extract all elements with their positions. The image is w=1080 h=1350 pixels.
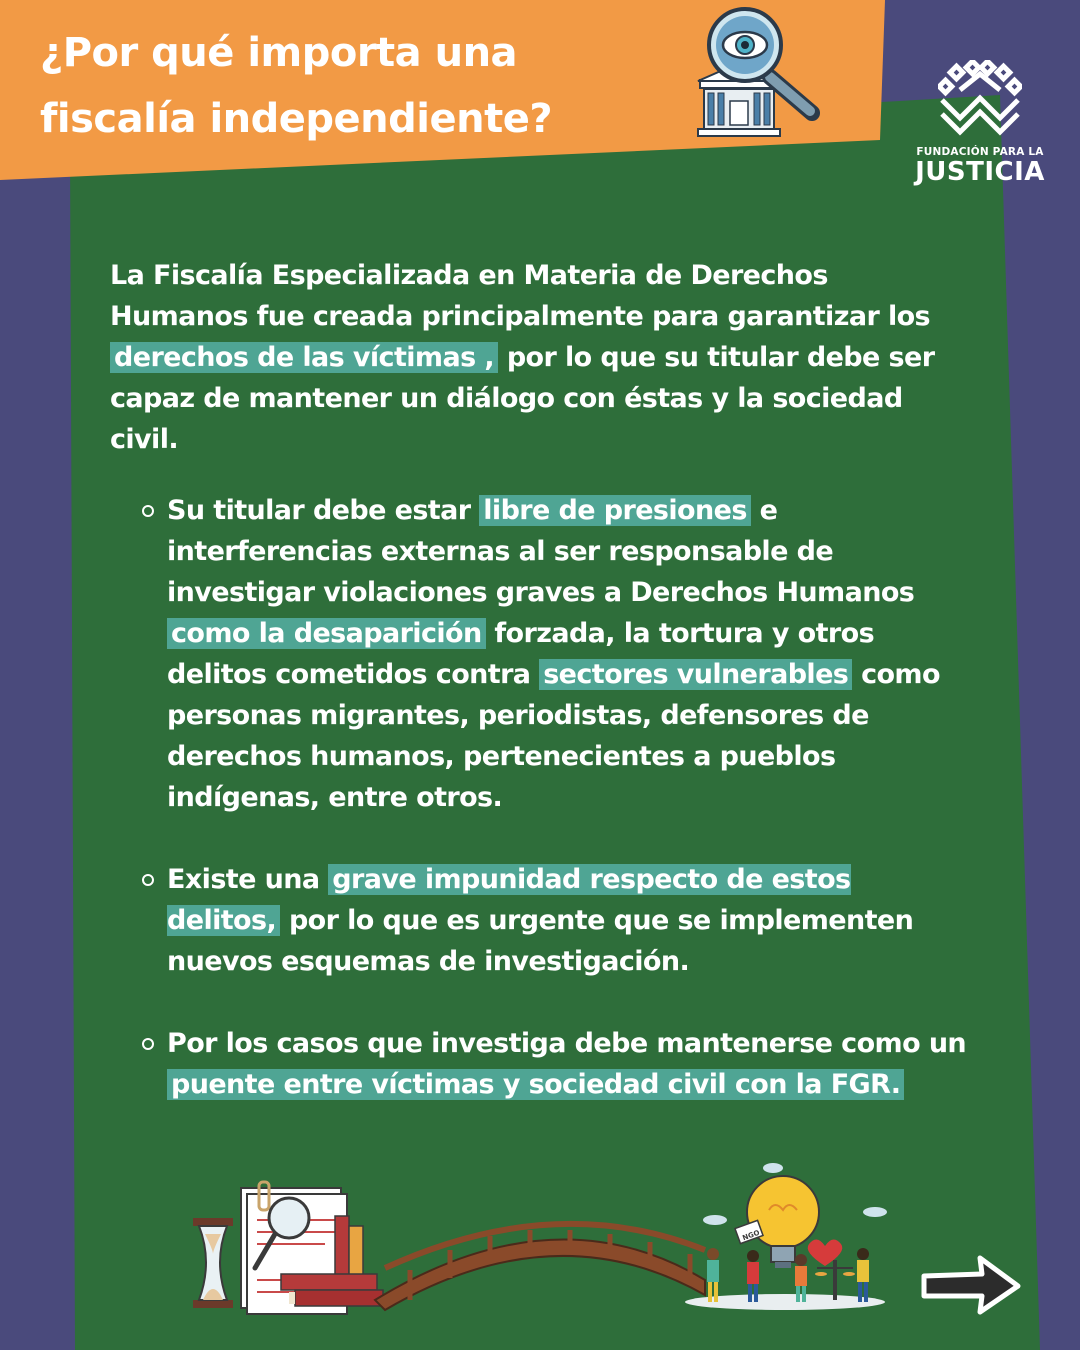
bridge-illustration: [185, 1150, 905, 1320]
main-content: [110, 255, 970, 1146]
ngo-sign: [735, 1220, 763, 1243]
hourglass-icon: [193, 1218, 233, 1308]
highlight-disappearance: como la desaparición: [167, 618, 486, 649]
point2-text-2: por lo que es urgente que se implementen nuevos esquemas de investigación.: [167, 905, 914, 977]
bullet-item-independence: [110, 490, 970, 818]
ngo-sign-text: NGO: [741, 1228, 761, 1243]
arrow-right-icon[interactable]: [920, 1250, 1025, 1320]
point1-text-3: forzada, la tortura y otros delitos cometidos contra: [167, 618, 875, 690]
highlight-victims-rights: derechos de las víctimas ,: [110, 342, 498, 373]
point3-text-1: Por los casos que investiga debe mantenerse como un: [167, 1028, 967, 1059]
intro-text-1: La Fiscalía Especializada en Materia de Derechos Humanos fue creada principalmente para garantizar los: [110, 260, 931, 332]
highlight-free-from-pressure: libre de presiones: [479, 495, 751, 526]
heart-icon: [808, 1239, 843, 1266]
circle-bullet-icon: [142, 1038, 154, 1050]
page-title: ¿Por qué importa una fiscalía independiente?: [40, 30, 553, 142]
circle-bullet-icon: [142, 505, 154, 517]
point1-text-4: como personas migrantes, periodistas, defensores de derechos humanos, pertenecientes a pueblos indígenas, entre otros.: [167, 659, 940, 813]
bullet-list: [110, 490, 970, 1105]
bridge-icon: [375, 1224, 705, 1310]
logo-subtitle: FUNDACIÓN PARA LA: [916, 146, 1044, 158]
intro-paragraph: [110, 255, 970, 460]
foundation-logo: [905, 60, 1055, 200]
circle-bullet-icon: [142, 874, 154, 886]
point1-text-1: Su titular debe estar: [167, 495, 471, 526]
point2-text-1: Existe una: [167, 864, 329, 895]
bullet-item-bridge: [110, 1023, 970, 1105]
point1-text-2: e interferencias externas al ser responsable de investigar violaciones graves a Derechos Humanos: [167, 495, 915, 608]
justice-logo-icon: [938, 60, 1022, 140]
highlight-impunity: grave impunidad respecto de estos delitos,: [167, 864, 851, 936]
magnifier-building-icon: [690, 5, 825, 140]
logo-name: JUSTICIA: [915, 157, 1045, 187]
intro-text-2: por lo que su titular debe ser capaz de mantener un diálogo con éstas y la sociedad civil.: [110, 342, 935, 455]
bullet-item-impunity: [110, 859, 970, 982]
highlight-vulnerable-sectors: sectores vulnerables: [539, 659, 852, 690]
highlight-bridge: puente entre víctimas y sociedad civil con la FGR.: [167, 1069, 904, 1100]
